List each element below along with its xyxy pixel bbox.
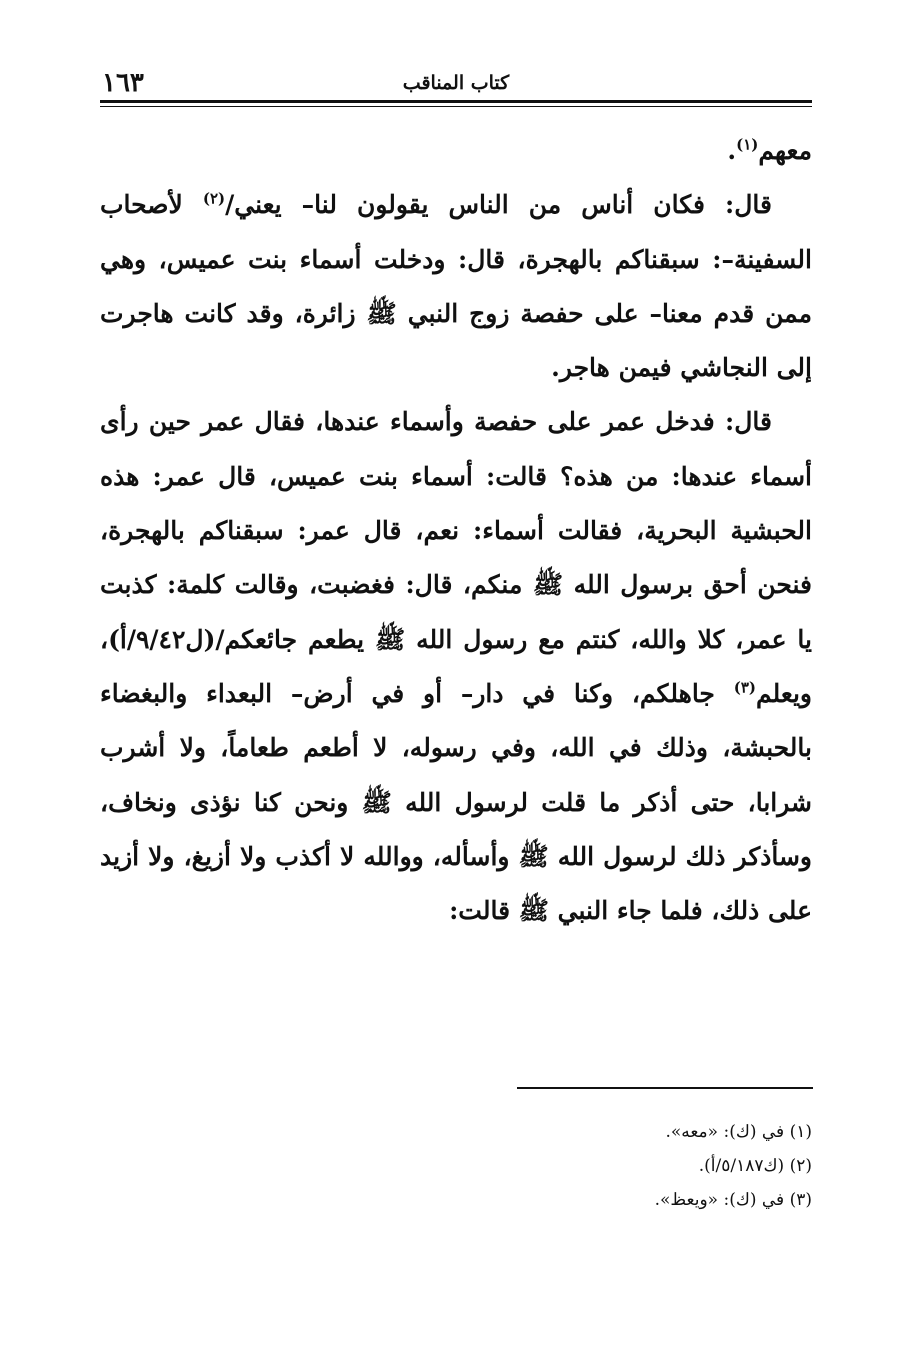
footnote-marker-1: (١) — [736, 135, 759, 154]
footnote-separator — [517, 1087, 813, 1089]
running-header — [100, 66, 812, 100]
footnotes — [100, 1115, 812, 1217]
paragraph-text: قال: فدخل عمر على حفصة وأسماء عندها، فقال عمر حين رأى أسماء عندها: من هذه؟ قالت: أسماء بنت عميس، قال عمر: هذه الحبشية البحرية، فقالت أسماء: نعم، قال عمر: سبقناكم بالهجرة، فنحن أحق برسول الله ﷺ منكم، قال: فغضبت، وقالت كلمة: كذبت يا عمر، كلا والله، كنتم مع رسول الله ﷺ يطعم جائعكم/(ل٩/٤٢/أ)، ويعلم — [100, 407, 813, 708]
paragraph-3 — [100, 395, 812, 938]
paragraph-text: لأصحاب السفينة–: سبقناكم بالهجرة، قال: ودخلت أسماء بنت عميس، وهي ممن قدم معنا– على حفصة زوج النبي ﷺ زائرة، وقد كانت هاجرت إلى النجاشي فيمن هاجر. — [100, 190, 812, 383]
footnote-marker-2: (٢) — [202, 189, 226, 208]
paragraph-text: قال: فكان أناس من الناس يقولون لنا– يعني/ — [225, 190, 773, 220]
book-title: كتاب المناقب — [402, 72, 510, 94]
paragraph-2 — [100, 178, 812, 395]
paragraph-1 — [100, 124, 812, 178]
footnote-2: (٢) (ك٥/١٨٧/أ). — [698, 1156, 812, 1176]
main-text — [100, 124, 812, 938]
header-rule — [100, 100, 812, 103]
paragraph-text: جاهلكم، وكنا في دار– أو في أرض– البعداء والبغضاء بالحبشة، وذلك في الله، وفي رسوله، لا أطعم طعاماً، ولا أشرب شرابا، حتى أذكر ما قلت لرسول الله ﷺ ونحن كنا نؤذى ونخاف، وسأذكر ذلك لرسول الله ﷺ وأسأله، ووالله لا أكذب ولا أزيغ، ولا أزيد على ذلك، فلما جاء النبي ﷺ قالت: — [100, 678, 812, 926]
footnote-3: (٣) في (ك): «ويعظ». — [654, 1190, 812, 1210]
header-rule-thin — [100, 106, 812, 107]
footnote-marker-3: (٣) — [733, 678, 756, 697]
paragraph-text: . — [727, 136, 737, 165]
footnote-1: (١) في (ك): «معه». — [665, 1122, 812, 1142]
page-number: ١٦٣ — [102, 68, 144, 98]
paragraph-text: معهم — [758, 136, 812, 165]
